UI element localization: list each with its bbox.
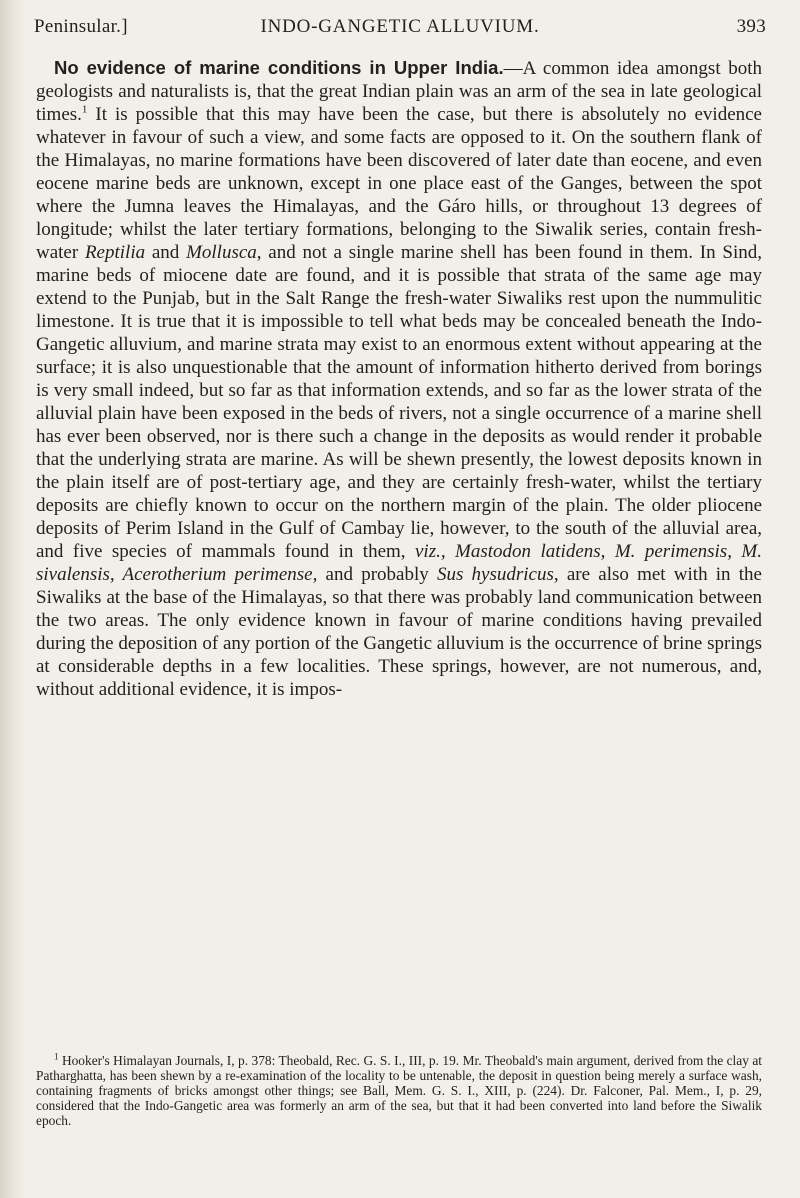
running-header <box>34 16 766 44</box>
text-run: , are also met with in the Siwaliks at the base of the Himalayas, so that there was probably land communication between the two areas. The only evidence known in favour of marine conditions having prevailed during the deposition of any portion of the Gangetic alluvium is the occurrence of brine springs at considerable depths in a few localities. These springs, however, are not numerous, and, without additional evidence, it is impos- <box>36 564 762 700</box>
header-section-label: Peninsular.] <box>34 16 128 37</box>
text-run: It is possible that this may have been the case, but there is absolutely no evidence whatever in favour of such a view, and some facts are opposed to it. On the southern flank of the Himalayas, no marine formations have been discovered of later date than eocene, and even eocene marine beds are unknown, except in one place east of the Ganges, between the spot where the Jumna leaves the Himalayas, and the Gáro hills, or throughout 13 degrees of longitude; whilst the later tertiary formations, belonging to the Siwalik series, contain fresh-water <box>36 104 762 263</box>
text-run: —A common idea amongst both geologists and naturalists is, that the great Indian plain was an arm of the sea in late geological times. <box>36 58 762 125</box>
paragraph <box>36 56 762 701</box>
header-title: INDO-GANGETIC ALLUVIUM. <box>260 16 540 37</box>
italic-term: Reptilia <box>84 242 146 263</box>
text-run: and <box>145 242 187 263</box>
page-number: 393 <box>736 16 766 37</box>
text-run: , and not a single marine shell has been found in them. In Sind, marine beds of miocene date are found, and it is possible that strata of the same age may extend to the Punjab, but in the Salt Range the fresh-water Siwaliks rest upon the nummulitic limestone. It is true that it is impossible to tell what beds may be concealed beneath the Indo-Gangetic alluvium, and marine strata may exist to an enormous extent without appearing at the surface; it is also unquestionable that the amount of information hitherto derived from borings is very small indeed, but so far as that information extends, and so far as the lower strata of the alluvial plain have been exposed in the beds of rivers, not a single occurrence of a marine shell has ever been observed, nor is there such a change in the deposits as would render it probable that the underlying strata are marine. As will be shewn presently, the lowest deposits known in the plain itself are of post-tertiary age, and they are certainly fresh-water, whilst the tertiary deposits are chiefly known to occur on the northern margin of the plain. The older pliocene deposits of Perim Island in the Gulf of Cambay lie, however, to the south of the alluvial area, and five species of mammals found in them, <box>36 242 762 562</box>
main-text <box>36 56 762 701</box>
italic-species-list: viz., Mastodon latidens, M. perimensis, M. sivalensis, Acerotherium perimense, <box>36 541 762 585</box>
italic-term: Sus hysudricus <box>436 564 554 585</box>
footnotes <box>36 1053 762 1128</box>
text-run: and probably <box>317 564 437 585</box>
italic-term: Mollusca <box>186 242 257 263</box>
footnote-text: Hooker's Himalayan Journals, I, p. 378: Theobald, Rec. G. S. I., III, p. 19. Mr. Theobald's main argument, derived from the clay at Patharghatta, has been shewn by a re-examination of the locality to be untenable, the deposit in question being merely a surface wash, containing fragments of bricks amongst other things; see Ball, Mem. G. S. I., XIII, p. (224). Dr. Falconer, Pal. Mem., I, p. 29, considered that the Indo-Gangetic area was formerly an arm of the sea, but that it had been converted into land before the Siwalik epoch. <box>36 1053 762 1128</box>
footnote-marker: 1 <box>81 103 88 116</box>
section-lead-heading: No evidence of marine conditions in Upper India. <box>54 57 504 78</box>
footnote <box>36 1053 762 1128</box>
page-edge-shadow <box>0 0 26 1198</box>
footnote-number: 1 <box>54 1051 59 1062</box>
